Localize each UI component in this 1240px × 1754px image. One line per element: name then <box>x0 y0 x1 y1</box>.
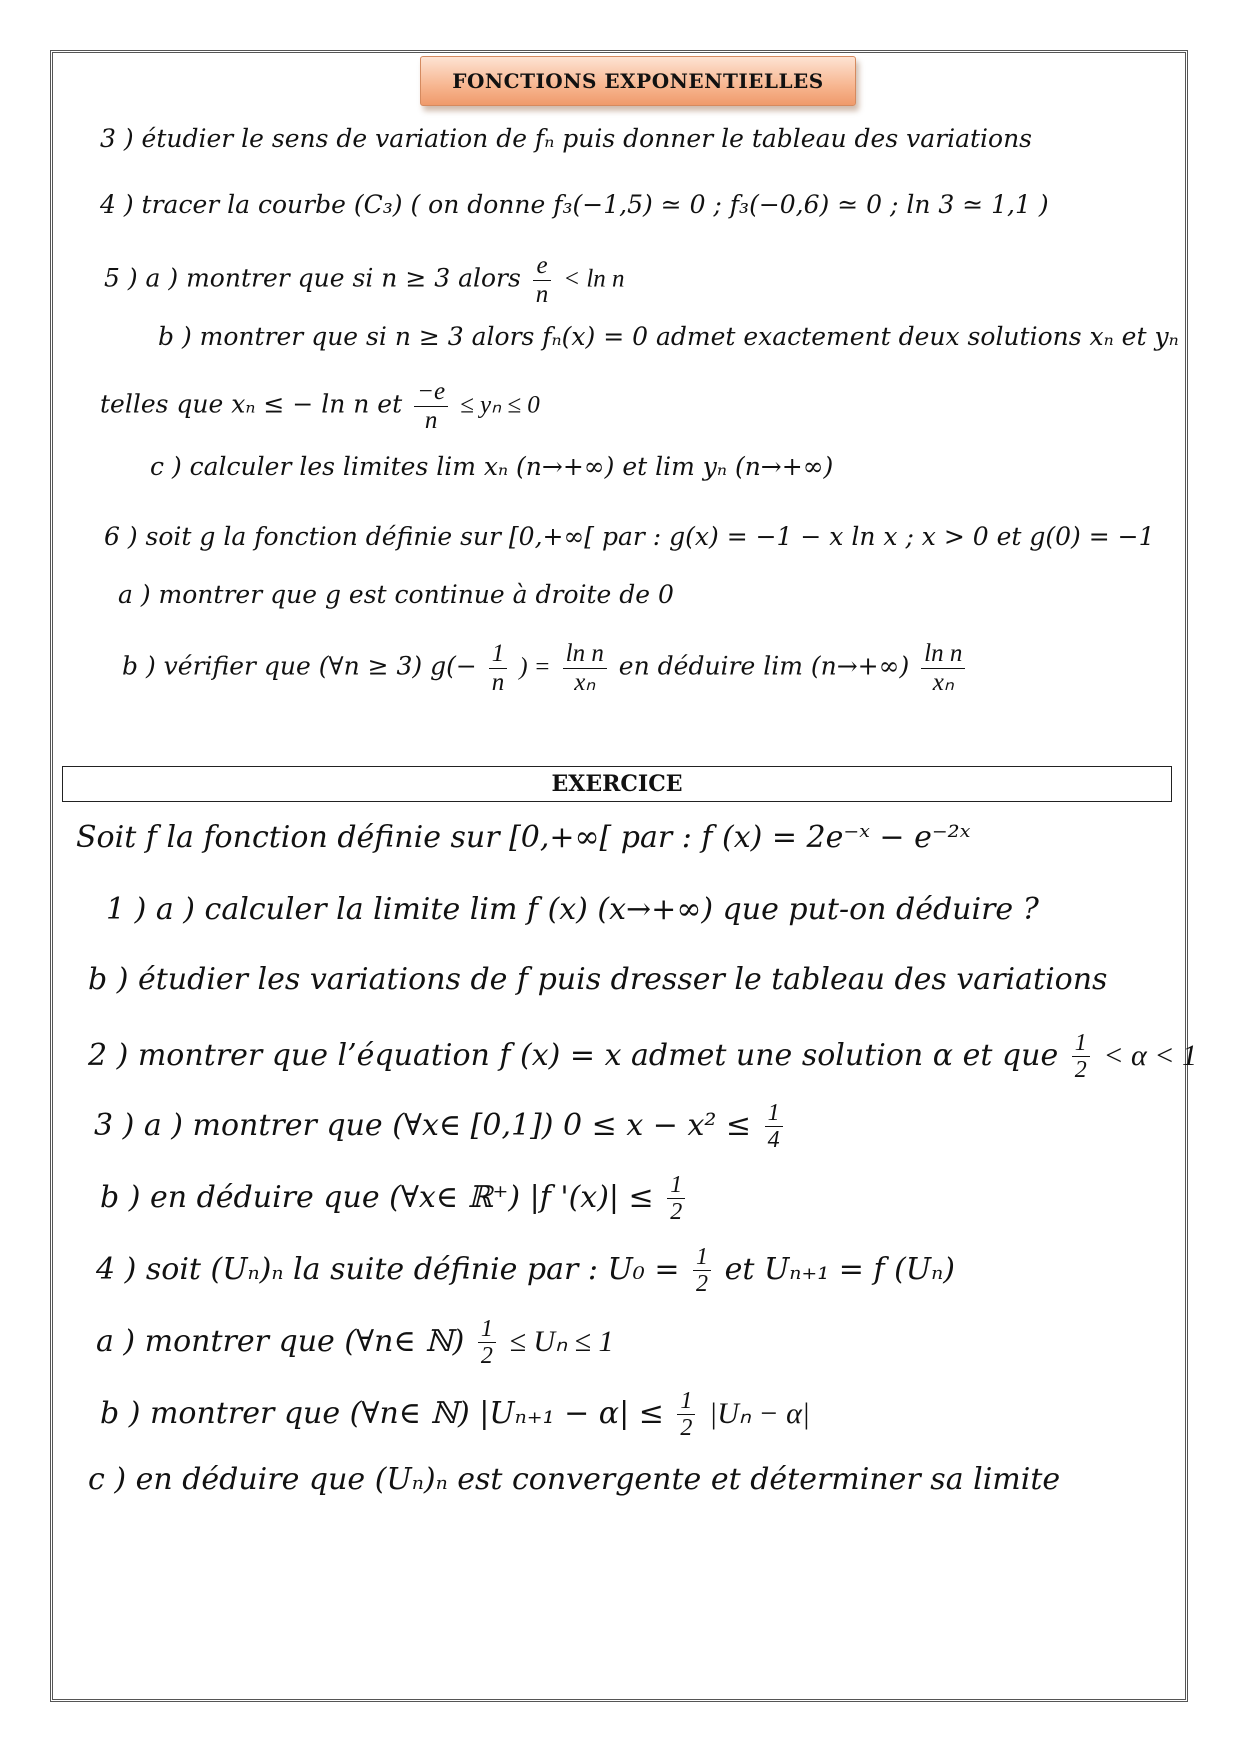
exercise-q4a <box>96 1316 614 1370</box>
question-6b-end: en déduire lim (n→+∞) <box>618 651 910 681</box>
fraction-ln-n-over-xn <box>563 640 607 696</box>
fraction-denominator: 4 <box>767 1127 780 1154</box>
fraction-numerator: 1 <box>677 1388 695 1415</box>
page-title: FONCTIONS EXPONENTIELLES <box>452 69 824 93</box>
fraction-denominator: n <box>491 668 505 696</box>
fraction-one-half <box>677 1388 695 1442</box>
question-6b-text: b ) vérifier que (∀n ≥ 3) g(− <box>122 651 477 681</box>
fraction-denominator: 2 <box>670 1199 683 1226</box>
question-5b: b ) montrer que si n ≥ 3 alors fₙ(x) = 0 admet exactement deux solutions xₙ et yₙ <box>158 322 1179 351</box>
fraction-one-half <box>693 1244 711 1298</box>
fraction-numerator: 1 <box>489 640 508 669</box>
fraction-numerator: 1 <box>693 1244 711 1271</box>
question-5a-text: 5 ) a ) montrer que si n ≥ 3 alors <box>104 263 521 293</box>
fraction-denominator: 2 <box>1074 1057 1087 1084</box>
title-banner <box>420 56 856 106</box>
fraction-one-half <box>478 1316 496 1370</box>
question-3: 3 ) étudier le sens de variation de fₙ puis donner le tableau des variations <box>100 124 1033 153</box>
fraction-numerator: ln n <box>563 640 607 669</box>
exercise-q3b <box>100 1172 689 1226</box>
exercise-q2-end: < α < 1 <box>1103 1038 1198 1072</box>
fraction-one-half <box>667 1172 685 1226</box>
question-6: 6 ) soit g la fonction définie sur [0,+∞[ par : g(x) = −1 − x ln x ; x > 0 et g(0) = −1 <box>104 522 1155 551</box>
fraction-numerator: e <box>533 252 552 281</box>
fraction-denominator: 2 <box>696 1271 709 1298</box>
exercise-q4 <box>96 1244 955 1298</box>
exercise-q2 <box>88 1030 1197 1084</box>
exercise-q3a-text: 3 ) a ) montrer que (∀x∈ [0,1]) 0 ≤ x − x² ≤ <box>94 1107 752 1143</box>
fraction-numerator: 1 <box>478 1316 496 1343</box>
fraction-denominator: 2 <box>680 1415 693 1442</box>
exercise-q1a: 1 ) a ) calculer la limite lim f (x) (x→+∞) que put-on déduire ? <box>106 892 1039 927</box>
fraction-one-quarter <box>765 1100 783 1154</box>
question-5b-cont-end: ≤ yₙ ≤ 0 <box>460 391 540 419</box>
fraction-denominator: xₙ <box>932 668 954 696</box>
fraction-denominator: xₙ <box>574 668 596 696</box>
question-5a <box>104 252 625 308</box>
exercise-q2-text: 2 ) montrer que l’équation f (x) = x admet une solution α et que <box>88 1037 1059 1073</box>
question-6b-mid: ) = <box>519 653 551 681</box>
fraction-denominator: 2 <box>480 1343 493 1370</box>
exercise-q4a-end: ≤ Uₙ ≤ 1 <box>509 1324 614 1358</box>
exercise-q3a <box>94 1100 787 1154</box>
question-6a: a ) montrer que g est continue à droite de 0 <box>118 580 674 609</box>
exercise-heading: EXERCICE <box>551 771 683 797</box>
exercise-q4a-text: a ) montrer que (∀n∈ ℕ) <box>96 1323 465 1359</box>
exercise-intro: Soit f la fonction définie sur [0,+∞[ par : f (x) = 2e⁻ˣ − e⁻²ˣ <box>76 820 971 855</box>
fraction-numerator: 1 <box>1072 1030 1090 1057</box>
fraction-denominator: n <box>424 406 438 434</box>
exercise-q4b-text: b ) montrer que (∀n∈ ℕ) |Uₙ₊₁ − α| ≤ <box>100 1395 664 1431</box>
exercise-q4-end: et Uₙ₊₁ = f (Uₙ) <box>724 1251 955 1287</box>
fraction-minus-e-over-n <box>414 378 448 434</box>
fraction-ln-n-over-xn-limit <box>921 640 965 696</box>
question-5b-cont-text: telles que xₙ ≤ − ln n et <box>100 389 403 419</box>
fraction-e-over-n <box>533 252 552 308</box>
exercise-q4b-end: |Uₙ − α| <box>708 1396 811 1430</box>
fraction-denominator: n <box>535 280 549 308</box>
fraction-one-half <box>1072 1030 1090 1084</box>
exercise-q3b-text: b ) en déduire que (∀x∈ ℝ⁺) |f '(x)| ≤ <box>100 1179 654 1215</box>
fraction-numerator: −e <box>414 378 448 407</box>
exercise-q1b: b ) étudier les variations de f puis dresser le tableau des variations <box>88 962 1108 997</box>
question-5b-cont <box>100 378 540 434</box>
fraction-numerator: 1 <box>667 1172 685 1199</box>
question-5c: c ) calculer les limites lim xₙ (n→+∞) et lim yₙ (n→+∞) <box>150 452 834 481</box>
question-5a-end: < ln n <box>563 265 625 293</box>
question-6b <box>122 640 969 696</box>
fraction-numerator: 1 <box>765 1100 783 1127</box>
question-4: 4 ) tracer la courbe (C₃) ( on donne f₃(−1,5) ≃ 0 ; f₃(−0,6) ≃ 0 ; ln 3 ≃ 1,1 ) <box>100 190 1049 219</box>
exercise-q4c: c ) en déduire que (Uₙ)ₙ est convergente et déterminer sa limite <box>88 1462 1061 1497</box>
exercise-q4-text: 4 ) soit (Uₙ)ₙ la suite définie par : U₀ = <box>96 1251 680 1287</box>
fraction-1-over-n <box>489 640 508 696</box>
exercise-q4b <box>100 1388 810 1442</box>
exercise-heading-box <box>62 766 1172 802</box>
fraction-numerator: ln n <box>921 640 965 669</box>
